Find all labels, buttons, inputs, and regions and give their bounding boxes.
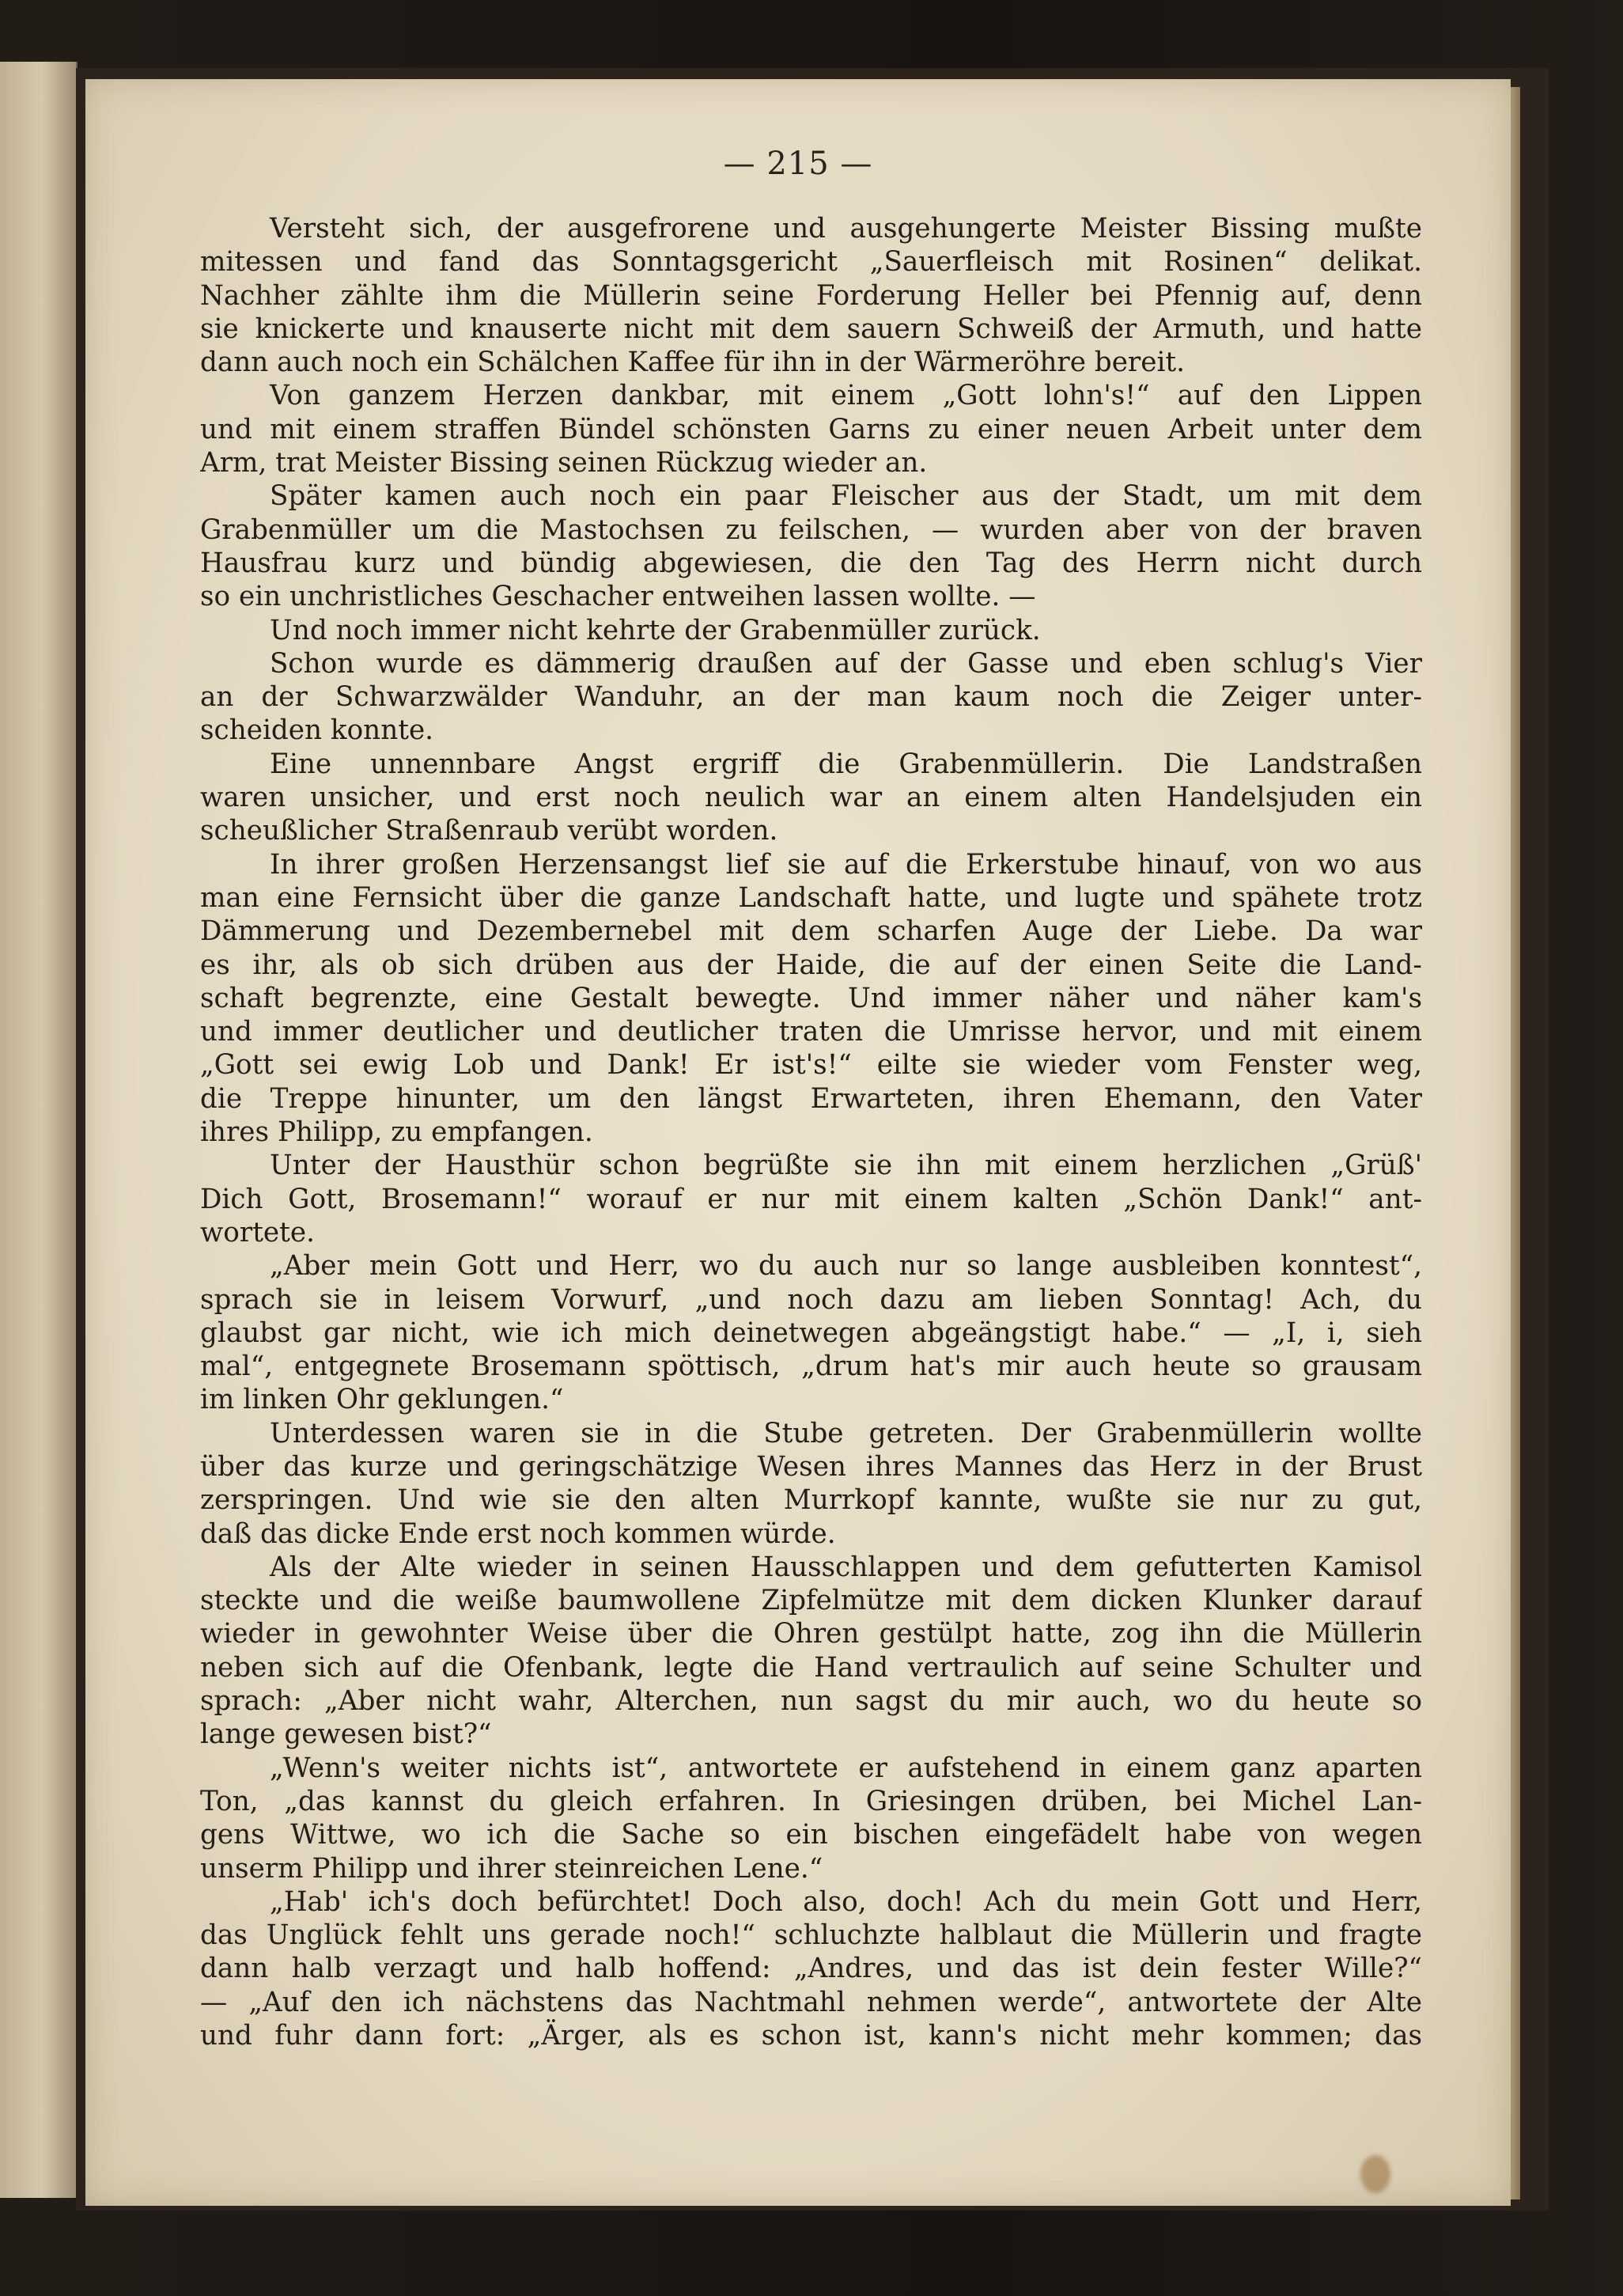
text-line: — „Auf den ich nächstens das Nachtmahl nehmen werde“, antwortete der Alte: [200, 1986, 1422, 2018]
text-line: Dämmerung und Dezembernebel mit dem scharfen Auge der Liebe. Da war: [200, 915, 1422, 948]
body-text: [200, 212, 1422, 2052]
text-line: „Aber mein Gott und Herr, wo du auch nur so lange ausbleiben konntest“,: [270, 1250, 1422, 1283]
left-page-edge: [0, 62, 78, 2198]
text-line: neben sich auf die Ofenbank, legte die Hand vertraulich auf seine Schulter und: [200, 1651, 1422, 1684]
text-line: an der Schwarzwälder Wanduhr, an der man kaum noch die Zeiger unter-: [200, 681, 1422, 714]
text-line: Und noch immer nicht kehrte der Grabenmüller zurück.: [270, 614, 1041, 646]
text-line: „Wenn's weiter nichts ist“, antwortete er aufstehend in einem ganz aparten: [270, 1752, 1422, 1784]
text-line: die Treppe hinunter, um den längst Erwarteten, ihren Ehemann, den Vater: [200, 1082, 1422, 1115]
text-line: Als der Alte wieder in seinen Hausschlappen und dem gefutterten Kamisol: [270, 1551, 1422, 1583]
text-line: scheiden konnte.: [200, 714, 434, 747]
text-line: lange gewesen bist?“: [200, 1718, 492, 1751]
text-line: man eine Fernsicht über die ganze Landschaft hatte, und lugte und spähete trotz: [200, 881, 1422, 914]
page-stain: [1360, 2155, 1390, 2193]
text-line: Unter der Hausthür schon begrüßte sie ihn mit einem herzlichen „Grüß': [270, 1150, 1422, 1182]
text-line: steckte und die weiße baumwollene Zipfelmütze mit dem dicken Klunker darauf: [200, 1585, 1422, 1617]
text-line: Eine unnennbare Angst ergriff die Grabenmüllerin. Die Landstraßen: [270, 748, 1422, 780]
text-line: und mit einem straffen Bündel schönsten Garns zu einer neuen Arbeit unter dem: [200, 413, 1422, 445]
text-line: ihres Philipp, zu empfangen.: [200, 1116, 593, 1149]
text-line: „Hab' ich's doch befürchtet! Doch also, doch! Ach du mein Gott und Herr,: [270, 1885, 1422, 1918]
text-line: und immer deutlicher und deutlicher traten die Umrisse hervor, und mit einem: [200, 1016, 1422, 1048]
text-line: Von ganzem Herzen dankbar, mit einem „Gott lohn's!“ auf den Lippen: [270, 380, 1422, 412]
text-line: so ein unchristliches Geschacher entweihen lassen wollte. —: [200, 581, 1036, 613]
text-line: mitessen und fand das Sonntagsgericht „Sauerfleisch mit Rosinen“ delikat.: [200, 246, 1422, 278]
text-line: Unterdessen waren sie in die Stube getreten. Der Grabenmüllerin wollte: [270, 1417, 1422, 1449]
text-line: sie knickerte und knauserte nicht mit dem sauern Schweiß der Armuth, und hatte: [200, 313, 1422, 345]
text-line: daß das dicke Ende erst noch kommen würde.: [200, 1517, 836, 1550]
text-line: und fuhr dann fort: „Ärger, als es schon ist, kann's nicht mehr kommen; das: [200, 2020, 1422, 2052]
text-line: gens Wittwe, wo ich die Sache so ein bischen eingefädelt habe von wegen: [200, 1819, 1422, 1851]
text-line: mal“, entgegnete Brosemann spöttisch, „drum hat's mir auch heute so grausam: [200, 1351, 1422, 1383]
text-line: Versteht sich, der ausgefrorene und ausgehungerte Meister Bissing mußte: [270, 213, 1422, 244]
text-line: Dich Gott, Brosemann!“ worauf er nur mit einem kalten „Schön Dank!“ ant-: [200, 1183, 1422, 1215]
text-line: Ton, „das kannst du gleich erfahren. In Griesingen drüben, bei Michel Lan-: [200, 1785, 1422, 1817]
text-line: über das kurze und geringschätzige Wesen ihres Mannes das Herz in der Brust: [200, 1450, 1422, 1483]
page-number: — 215 —: [723, 146, 873, 182]
text-line: Nachher zählte ihm die Müllerin seine Forderung Heller bei Pfennig auf, denn: [200, 279, 1422, 312]
text-line: scheußlicher Straßenraub verübt worden.: [200, 815, 778, 847]
text-line: glaubst gar nicht, wie ich mich deinetwegen abgeängstigt habe.“ — „I, i, sieh: [200, 1317, 1422, 1349]
text-line: „Gott sei ewig Lob und Dank! Er ist's!“ eilte sie wieder vom Fenster weg,: [200, 1049, 1422, 1082]
book-page: [85, 79, 1511, 2206]
text-line: wortete.: [200, 1216, 315, 1248]
text-line: Hausfrau kurz und bündig abgewiesen, die den Tag des Herrn nicht durch: [200, 547, 1422, 579]
text-line: In ihrer großen Herzensangst lief sie auf die Erkerstube hinauf, von wo aus: [270, 848, 1422, 881]
text-line: zerspringen. Und wie sie den alten Murrkopf kannte, wußte sie nur zu gut,: [200, 1484, 1422, 1517]
text-line: unserm Philipp und ihrer steinreichen Lene.“: [200, 1852, 823, 1885]
text-line: sprach: „Aber nicht wahr, Alterchen, nun sagst du mir auch, wo du heute so: [200, 1685, 1422, 1718]
text-line: das Unglück fehlt uns gerade noch!“ schluchzte halblaut die Müllerin und fragte: [200, 1919, 1422, 1952]
text-line: Später kamen auch noch ein paar Fleischer aus der Stadt, um mit dem: [270, 480, 1422, 513]
text-line: schaft begrenzte, eine Gestalt bewegte. Und immer näher und näher kam's: [200, 982, 1422, 1014]
text-line: Arm, trat Meister Bissing seinen Rückzug wieder an.: [200, 447, 928, 479]
text-line: Grabenmüller um die Mastochsen zu feilschen, — wurden aber von der braven: [200, 513, 1422, 546]
text-line: waren unsicher, und erst noch neulich war an einem alten Handelsjuden ein: [200, 782, 1422, 814]
text-line: es ihr, als ob sich drüben aus der Haide, die auf der einen Seite die Land-: [200, 949, 1422, 981]
text-line: wieder in gewohnter Weise über die Ohren gestülpt hatte, zog ihn die Müllerin: [200, 1618, 1422, 1650]
text-line: sprach sie in leisem Vorwurf, „und noch dazu am lieben Sonntag! Ach, du: [200, 1283, 1422, 1316]
text-line: im linken Ohr geklungen.“: [200, 1384, 564, 1416]
text-line: Schon wurde es dämmerig draußen auf der Gasse und eben schlug's Vier: [270, 647, 1422, 680]
text-line: dann halb verzagt und halb hoffend: „Andres, und das ist dein fester Wille?“: [200, 1953, 1422, 1985]
text-line: dann auch noch ein Schälchen Kaffee für ihn in der Wärmeröhre bereit.: [200, 347, 1186, 379]
